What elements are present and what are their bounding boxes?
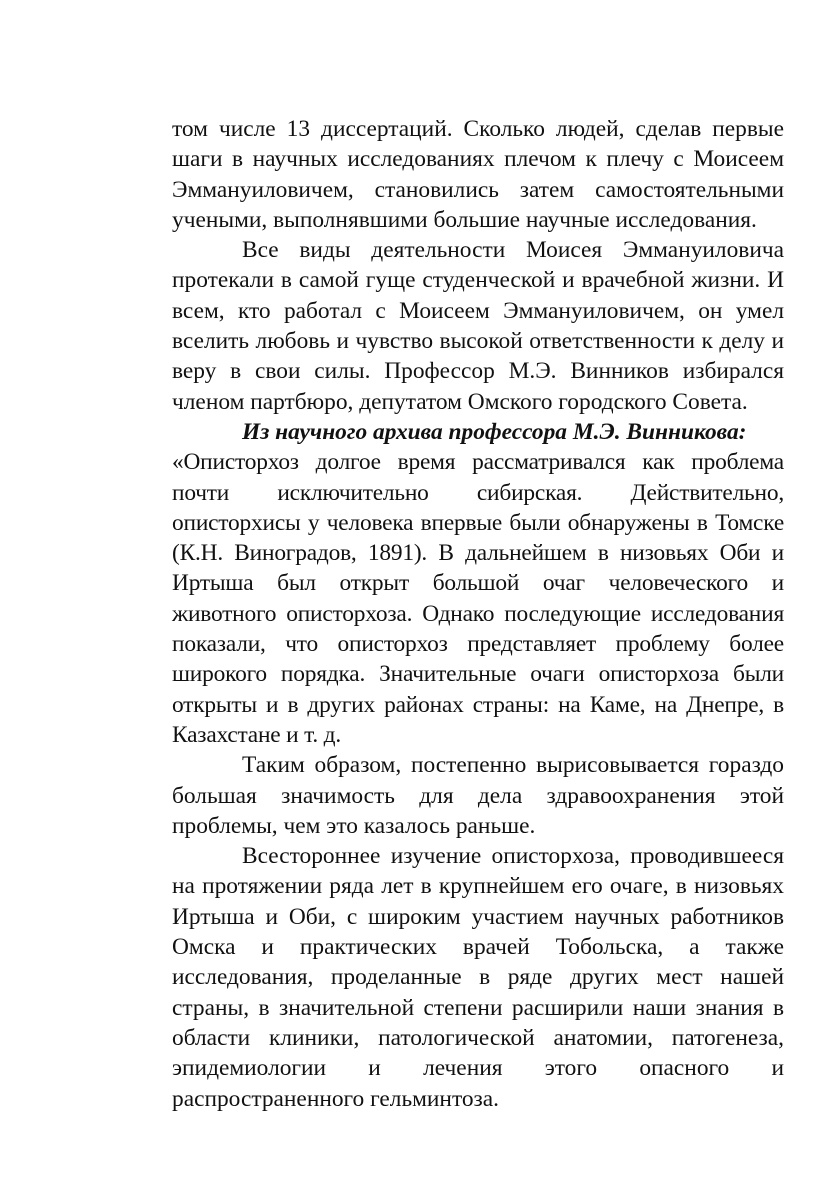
paragraph-significance: Таким образом, постепенно вырисовывается гораздо большая значимость для дела здравоохранения этой проблемы, чем это казалось раньше. bbox=[172, 752, 784, 839]
paragraph-continuation: том числе 13 диссертаций. Сколько людей, сделав первые шаги в научных исследованиях плечом к плечу с Моисеем Эммануиловичем, становились затем самостоятельными учеными, выполнявшими большие научные исследования. bbox=[172, 116, 784, 233]
page-text bbox=[172, 114, 784, 1114]
paragraph-comprehensive-study: Всестороннее изучение описторхоза, проводившееся на протяжении ряда лет в крупнейшем его очаге, в низовьях Иртыша и Оби, с широким участием научных работников Омска и практических врачей Тобольска, а также исследования, проделанные в ряде других мест нашей страны, в значительной степени расширили наши знания в области клиники, патологической анатомии, патогенеза, эпидемиологии и лечения этого опасного и распространенного гельминтоза. bbox=[172, 843, 784, 1112]
paragraph-activities: Все виды деятельности Моисея Эммануиловича протекали в самой гуще студенческой и врачебной жизни. И всем, кто работал с Моисеем Эммануиловичем, он умел вселить любовь и чувство высокой ответственности к делу и веру в свои силы. Профессор М.Э. Винников избирался членом партбюро, депутатом Омского городского Совета. bbox=[172, 237, 784, 415]
paragraph-quote-opisthorchiasis: «Описторхоз долгое время рассматривался как проблема почти исключительно сибирская. Действительно, описторхисы у человека впервые были обнаружены в Томске (К.Н. Виноградов, 1891). В дальнейшем в низовьях Оби и Иртыша был открыт большой очаг человеческого и животного описторхоза. Однако последующие исследования показали, что описторхоз представляет проблему более широкого порядка. Значительные очаги описторхоза были открыты и в других районах страны: на Каме, на Днепре, в Казахстане и т. д. bbox=[172, 449, 784, 748]
section-heading: Из научного архива профессора М.Э. Винникова: bbox=[242, 418, 747, 445]
